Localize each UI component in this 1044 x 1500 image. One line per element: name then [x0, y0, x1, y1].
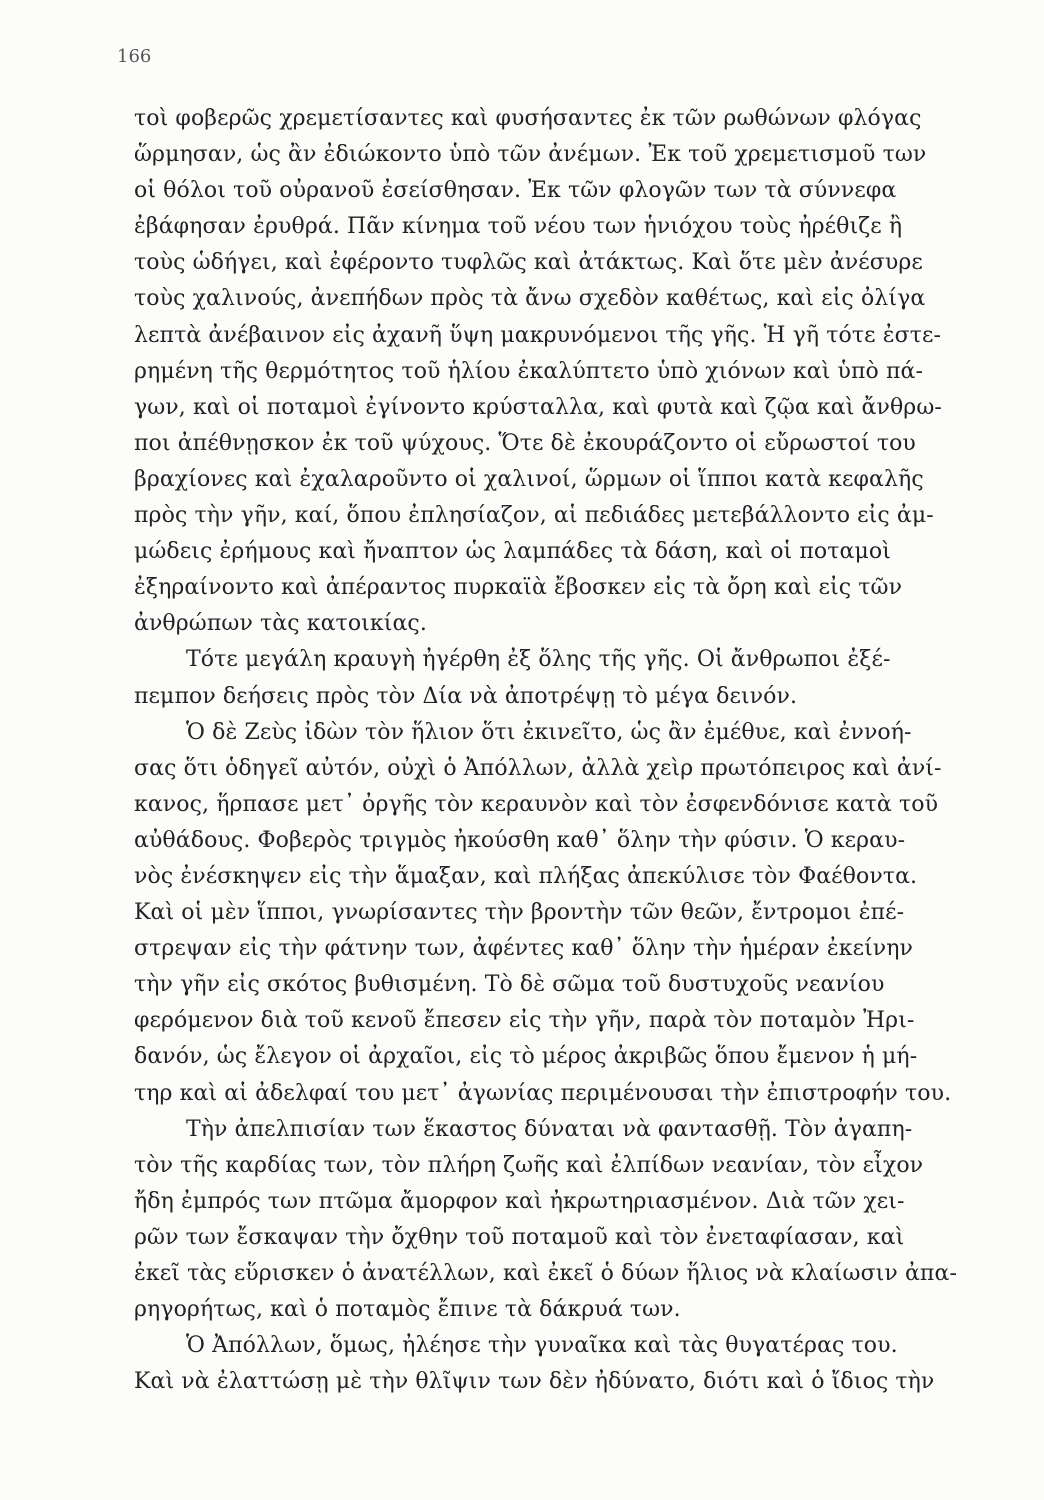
text-line: ἤδη ἐμπρός των πτῶμα ἄμορφον καὶ ἠκρωτηριασμένον. Διὰ τῶν χει-	[134, 1188, 905, 1214]
text-line: νὸς ἐνέσκηψεν εἰς τὴν ἅμαξαν, καὶ πλήξας ἀπεκύλισε τὸν Φαέθοντα.	[134, 863, 918, 889]
text-line: Τὴν ἀπελπισίαν των ἕκαστος δύναται νὰ φαντασθῇ. Τὸν ἀγαπη-	[186, 1116, 913, 1142]
text-line: τὸν τῆς καρδίας των, τὸν πλήρη ζωῆς καὶ ἐλπίδων νεανίαν, τὸν εἶχον	[134, 1152, 924, 1178]
text-line: τοὺς χαλινούς, ἀνεπήδων πρὸς τὰ ἄνω σχεδὸν καθέτως, καὶ εἰς ὀλίγα	[134, 286, 926, 312]
text-line: οἱ θόλοι τοῦ οὐρανοῦ ἐσείσθησαν. Ἐκ τῶν φλογῶν των τὰ σύννεφα	[134, 178, 897, 204]
text-line: Ὁ Ἀπόλλων, ὅμως, ἠλέησε τὴν γυναῖκα καὶ τὰς θυγατέρας του.	[186, 1333, 898, 1359]
text-line: τηρ καὶ αἱ ἀδελφαί του μετ᾿ ἀγωνίας περιμένουσαι τὴν ἐπιστροφήν του.	[134, 1080, 952, 1106]
text-line: γων, καὶ οἱ ποταμοὶ ἐγίνοντο κρύσταλλα, καὶ φυτὰ καὶ ζῷα καὶ ἄνθρω-	[134, 394, 942, 420]
text-line: ρηγορήτως, καὶ ὁ ποταμὸς ἔπινε τὰ δάκρυά των.	[134, 1297, 681, 1323]
text-line: Τότε μεγάλη κραυγὴ ἠγέρθη ἐξ ὅλης τῆς γῆς. Οἱ ἄνθρωποι ἐξέ-	[186, 647, 891, 673]
text-line: πρὸς τὴν γῆν, καί, ὅπου ἐπλησίαζον, αἱ πεδιάδες μετεβάλλοντο εἰς ἀμ-	[134, 503, 934, 529]
text-line: σας ὅτι ὁδηγεῖ αὐτόν, οὐχὶ ὁ Ἀπόλλων, ἀλλὰ χεὶρ πρωτόπειρος καὶ ἀνί-	[134, 755, 942, 781]
text-line: λεπτὰ ἀνέβαινον εἰς ἀχανῆ ὕψη μακρυνόμενοι τῆς γῆς. Ἡ γῆ τότε ἐστε-	[134, 322, 942, 348]
text-line: Καὶ νὰ ἐλαττώσῃ μὲ τὴν θλῖψιν των δὲν ἠδύνατο, διότι καὶ ὁ ἴδιος τὴν	[134, 1369, 935, 1395]
text-line: κανος, ἥρπασε μετ᾿ ὀργῆς τὸν κεραυνὸν καὶ τὸν ἐσφενδόνισε κατὰ τοῦ	[134, 791, 939, 817]
text-line: αὐθάδους. Φοβερὸς τριγμὸς ἠκούσθη καθ᾿ ὅλην τὴν φύσιν. Ὁ κεραυ-	[134, 827, 906, 853]
text-line: ὥρμησαν, ὡς ἂν ἐδιώκοντο ὑπὸ τῶν ἀνέμων. Ἐκ τοῦ χρεμετισμοῦ των	[134, 142, 927, 168]
text-line: τὴν γῆν εἰς σκότος βυθισμένη. Τὸ δὲ σῶμα τοῦ δυστυχοῦς νεανίου	[134, 972, 885, 998]
text-line: ἐβάφησαν ἐρυθρά. Πᾶν κίνημα τοῦ νέου των ἡνιόχου τοὺς ἠρέθιζε ἢ	[134, 214, 903, 240]
text-line: Καὶ οἱ μὲν ἵπποι, γνωρίσαντες τὴν βροντὴν τῶν θεῶν, ἔντρομοι ἐπέ-	[134, 900, 905, 926]
text-line: ἀνθρώπων τὰς κατοικίας.	[134, 611, 427, 637]
text-body	[134, 101, 989, 1400]
page-number: 166	[117, 46, 152, 67]
text-line: τοὺς ὡδήγει, καὶ ἐφέροντο τυφλῶς καὶ ἀτάκτως. Καὶ ὅτε μὲν ἀνέσυρε	[134, 250, 923, 276]
text-line: ρημένη τῆς θερμότητος τοῦ ἡλίου ἐκαλύπτετο ὑπὸ χιόνων καὶ ὑπὸ πά-	[134, 358, 924, 384]
text-line: Ὁ δὲ Ζεὺς ἰδὼν τὸν ἥλιον ὅτι ἐκινεῖτο, ὡς ἂν ἐμέθυε, καὶ ἐννοή-	[186, 719, 912, 745]
text-line: μώδεις ἐρήμους καὶ ἤναπτον ὡς λαμπάδες τὰ δάση, καὶ οἱ ποταμοὶ	[134, 539, 891, 565]
text-line: ποι ἀπέθνῃσκον ἐκ τοῦ ψύχους. Ὅτε δὲ ἐκουράζοντο οἱ εὔρωστοί του	[134, 430, 916, 456]
text-line: τοὶ φοβερῶς χρεμετίσαντες καὶ φυσήσαντες ἐκ τῶν ρωθώνων φλόγας	[134, 106, 922, 131]
text-line: στρεψαν εἰς τὴν φάτνην των, ἀφέντες καθ᾿ ὅλην τὴν ἡμέραν ἐκείνην	[134, 936, 914, 962]
text-line: βραχίονες καὶ ἐχαλαροῦντο οἱ χαλινοί, ὥρμων οἱ ἵπποι κατὰ κεφαλῆς	[134, 466, 924, 492]
text-line: ρῶν των ἔσκαψαν τὴν ὄχθην τοῦ ποταμοῦ καὶ τὸν ἐνεταφίασαν, καὶ	[134, 1224, 905, 1250]
text-line: φερόμενον διὰ τοῦ κενοῦ ἔπεσεν εἰς τὴν γῆν, παρὰ τὸν ποταμὸν Ἠρι-	[134, 1008, 915, 1034]
text-line: δανόν, ὡς ἔλεγον οἱ ἀρχαῖοι, εἰς τὸ μέρος ἀκριβῶς ὅπου ἔμενον ἡ μή-	[134, 1044, 918, 1070]
text-line: ἐκεῖ τὰς εὕρισκεν ὁ ἀνατέλλων, καὶ ἐκεῖ ὁ δύων ἥλιος νὰ κλαίωσιν ἀπα-	[134, 1261, 957, 1286]
text-line: πεμπον δεήσεις πρὸς τὸν Δία νὰ ἀποτρέψῃ τὸ μέγα δεινόν.	[134, 683, 798, 709]
text-line: ἐξηραίνοντο καὶ ἀπέραντος πυρκαϊὰ ἔβοσκεν εἰς τὰ ὄρη καὶ εἰς τῶν	[134, 575, 903, 601]
